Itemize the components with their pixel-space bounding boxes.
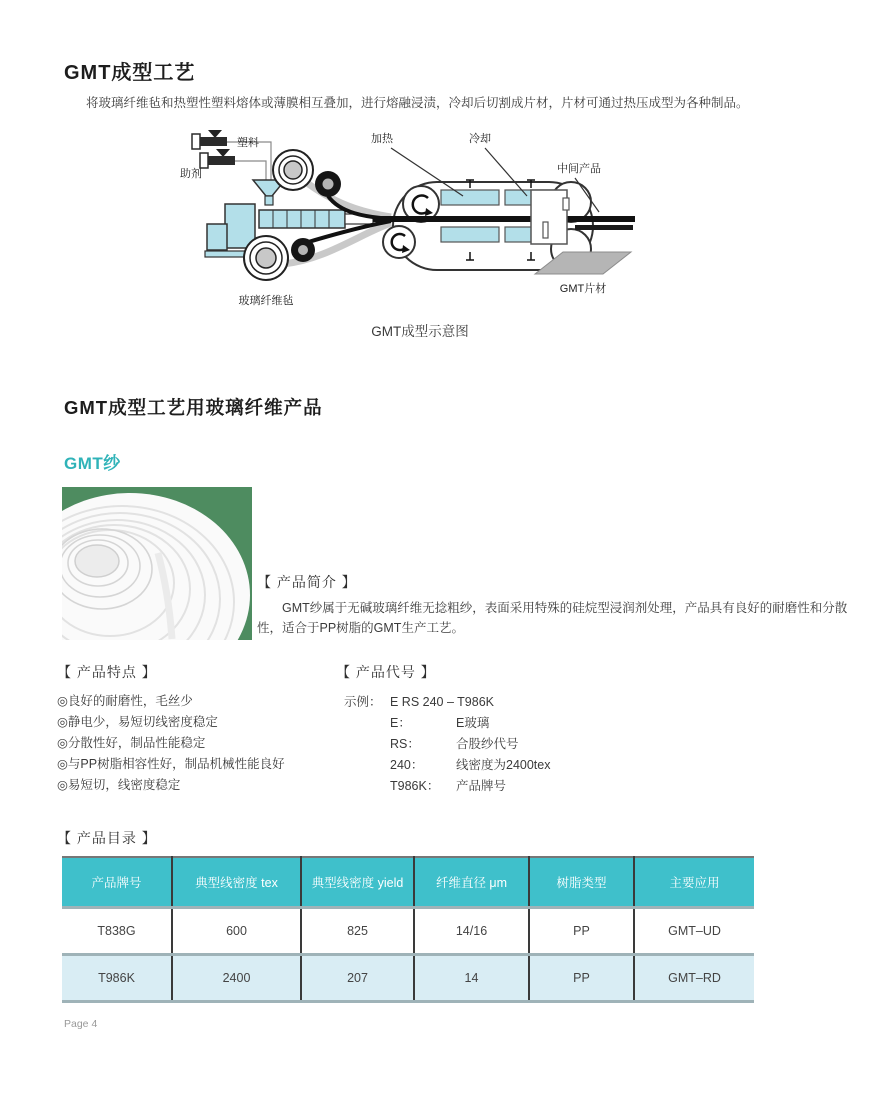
code-item-desc: E玻璃 [456,716,490,730]
features-heading: 【 产品特点 】 [57,664,157,680]
code-item [344,776,550,797]
heating-plate [441,227,499,242]
features-list [57,691,285,796]
label-plastic: 塑料 [237,137,259,149]
code-item-code: 240： [390,758,424,772]
code-item-desc: 合股纱代号 [456,737,519,751]
diagram-caption: GMT成型示意图 [371,324,469,339]
table-cell: T986K [62,955,172,1002]
product-name-heading: GMT纱 [64,454,121,473]
additive-feeder-icon [200,149,235,168]
code-example-label: 示例： [344,695,382,709]
feature-item: ◎易短切，线密度稳定 [57,778,181,792]
catalog-table [62,856,754,1003]
catalog-table-wrap [62,856,754,1003]
fiber-mat-roll-icon [244,236,288,280]
yarn-roll-image [62,487,252,640]
table-row [62,955,754,1002]
table-cell: 2400 [172,955,301,1002]
table-header-row [62,857,754,908]
page-title: GMT成型工艺 [64,62,196,84]
code-item [344,734,550,755]
column-header: 树脂类型 [529,857,634,908]
plastic-feeder-icon [192,130,227,149]
cutter-icon [531,190,569,244]
table-cell: GMT–UD [634,908,754,955]
code-item [344,713,550,734]
film-roll-icon [315,171,341,197]
catalog-heading: 【 产品目录 】 [57,830,157,846]
code-item-code: T986K： [390,779,440,793]
label-gmt-sheet: GMT片材 [559,283,607,295]
page-number: Page 4 [64,1018,98,1030]
table-cell: 825 [301,908,414,955]
table-cell: 14/16 [414,908,529,955]
table-cell: GMT–RD [634,955,754,1002]
label-glass-fiber-mat: 玻璃纤维毡 [238,295,294,307]
process-diagram-svg [175,128,665,318]
table-cell: PP [529,955,634,1002]
process-diagram [175,128,665,318]
feed-line [235,161,266,182]
code-example-line [344,692,550,713]
product-code-heading: 【 产品代号 】 [336,664,436,680]
code-item-code: E： [390,716,411,730]
heating-plate [441,190,499,205]
label-intermediate-product: 中间产品 [557,163,601,175]
code-item-desc: 线密度为2400tex [456,758,551,772]
product-intro-heading: 【 产品简介 】 [257,574,357,590]
table-cell: 207 [301,955,414,1002]
column-header: 典型线密度 yield [301,857,414,908]
feature-item: ◎分散性好，制品性能稳定 [57,736,206,750]
code-item [344,755,550,776]
table-cell: T838G [62,908,172,955]
feature-item: ◎静电少，易短切线密度稳定 [57,715,218,729]
table-row [62,908,754,955]
fiber-mat-roll-icon [273,150,313,190]
column-header: 主要应用 [634,857,754,908]
table-cell: 600 [172,908,301,955]
feature-item: ◎良好的耐磨性，毛丝少 [57,694,193,708]
column-header: 纤维直径 μm [414,857,529,908]
product-code-block [344,692,550,797]
section-title: GMT成型工艺用玻璃纤维产品 [64,397,323,418]
label-cooling: 冷却 [469,133,491,145]
table-cell: PP [529,908,634,955]
roller-icon [383,226,415,258]
label-additive: 助剂 [180,168,202,180]
table-cell: 14 [414,955,529,1002]
code-item-desc: 产品牌号 [456,779,507,793]
film-roll-icon [291,238,315,262]
output-tray [575,225,633,230]
intro-paragraph: 将玻璃纤维毡和热塑性塑料熔体或薄膜相互叠加，进行熔融浸渍，冷却后切割成片材，片材可通过热压成型为各种制品。 [86,96,749,110]
column-header: 典型线密度 tex [172,857,301,908]
product-photo [62,487,252,640]
column-header: 产品牌号 [62,857,172,908]
sheet-line [373,216,635,222]
label-heating: 加热 [371,133,393,145]
feature-item: ◎与PP树脂相容性好，制品机械性能良好 [57,757,285,771]
code-example-value: E RS 240 – T986K [390,695,495,709]
product-intro-text: GMT纱属于无碱玻璃纤维无捻粗纱，表面采用特殊的硅烷型浸润剂处理，产品具有良好的耐磨性和分散性，适合于PP树脂的GMT生产工艺。 [257,601,848,635]
code-item-code: RS： [390,737,420,751]
